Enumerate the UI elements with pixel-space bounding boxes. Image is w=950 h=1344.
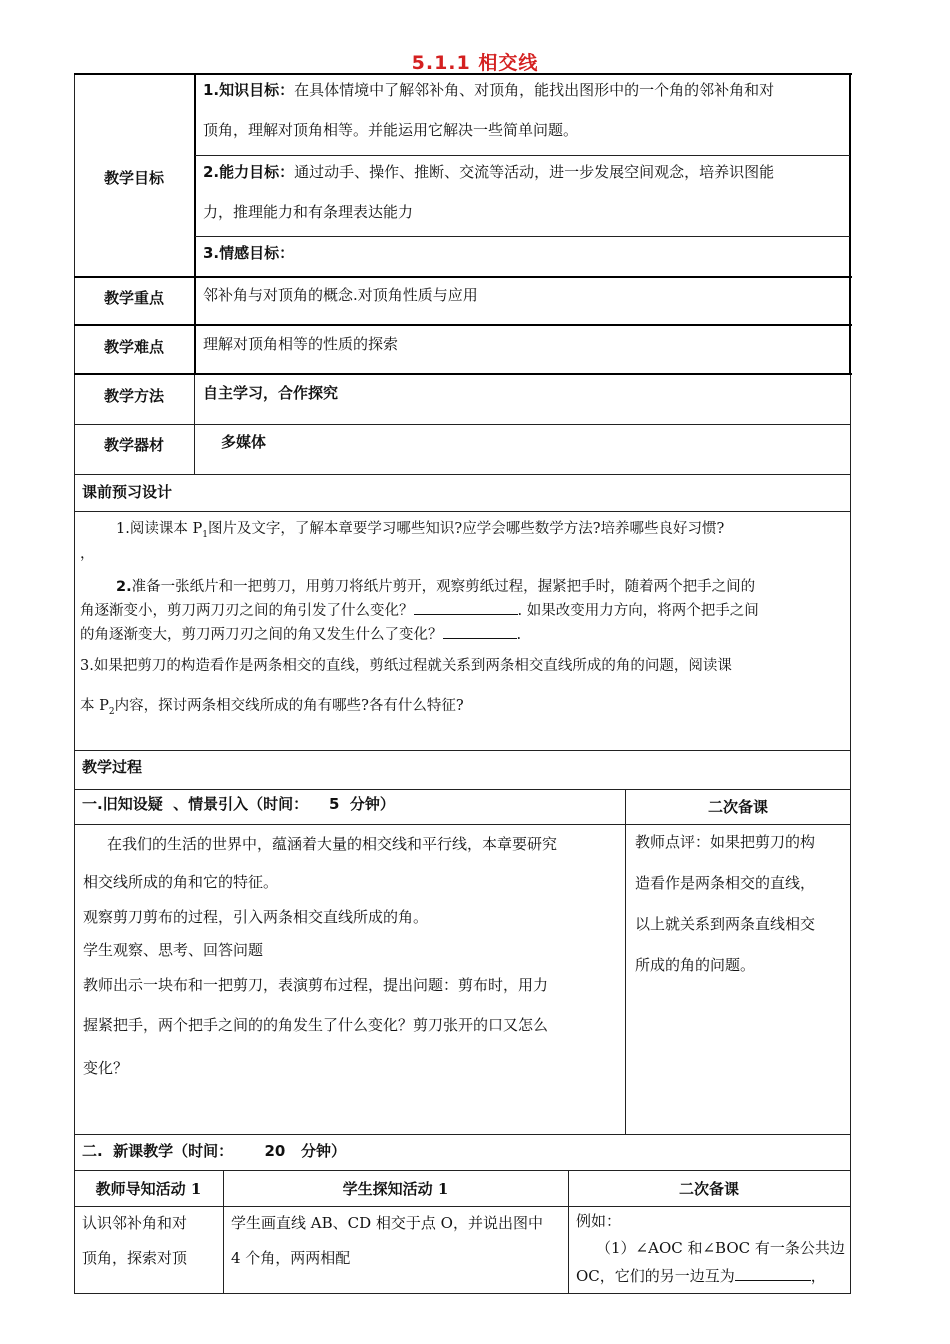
key-points-label: 教学重点 [103,289,164,307]
subscript: 2 [108,706,115,717]
preview-heading: 课前预习设计 [82,483,173,501]
row-divider [74,1206,850,1207]
knowledge-text: 在具体情境中了解邻补角、对顶角，能找出图形中的一个角的邻补角和对 [294,81,775,99]
method-label: 教学方法 [103,387,164,405]
cell-text: 学生画直线 AB、CD 相交于点 O，并说出图中 [231,1214,543,1232]
key-points-text: 邻补角与对顶角的概念.对顶角性质与应用 [203,286,478,304]
section1-side-heading: 二次备课 [707,798,768,816]
row-divider [74,373,852,375]
cell-text: 4 个角，两两相配 [231,1249,351,1267]
difficulties-label: 教学难点 [103,338,164,356]
label-column-divider [194,74,196,375]
preview-content [80,512,846,729]
row-divider [74,424,850,425]
preview-item-2-number: 2. [116,578,132,595]
preview-item-2-text: 角逐渐变小，剪刀两刀刃之间的角引发了什么变化？ [80,602,414,619]
paragraph: 在我们的生活的世界中，蕴涵着大量的相交线和平行线，本章要研究 [107,835,558,853]
section1-heading: 一.旧知设疑 、情景引入（时间： 5 分钟） [82,795,395,813]
col2-heading: 学生探知活动 1 [342,1180,449,1198]
section2-heading: 二. 新课教学（时间： 20 分钟） [82,1142,347,1160]
ability-objective [203,152,848,232]
table-border-left [74,74,75,1294]
note-line: 造看作是两条相交的直线， [635,874,816,892]
knowledge-text: 顶角，理解对顶角相等。并能运用它解决一些简单问题。 [203,121,579,139]
col3-heading: 二次备课 [678,1180,739,1198]
paragraph: 观察剪刀剪布的过程，引入两条相交直线所成的角。 [83,908,429,926]
column-divider [625,789,626,1134]
paragraph: 握紧把手，两个把手之间的的角发生了什么变化？剪刀张开的口又怎么 [83,1016,549,1034]
subscript: 1 [202,529,208,540]
preview-item-1-tail: ， [80,545,95,562]
preview-item-1-text: 图片及文字，了解本章要学习哪些知识?应学会哪些数学方法?培养哪些良好习惯? [207,521,725,537]
section1-notes [635,822,849,986]
paragraph: 教师出示一块布和一把剪刀，表演剪布过程，提出问题：剪布时，用力 [83,976,549,994]
cell-text: 例如： [576,1212,622,1230]
cell-text: ， [810,1267,826,1285]
table-inner-border-right [849,74,851,375]
label-column-divider [194,375,195,475]
row-divider [74,324,852,326]
table-bottom-border [74,1293,850,1294]
equipment-label: 教学器材 [103,436,164,454]
cell-text: 顶角，探索对顶 [82,1249,188,1267]
equipment-text: 多媒体 [221,433,267,451]
method-text: 自主学习，合作探究 [203,384,339,402]
answer-blank[interactable] [414,600,518,615]
preview-item-3: 3.如果把剪刀的构造看作是两条相交的直线，剪纸过程就关系到两条相交直线所成的角的问题，阅读课 [80,657,732,674]
answer-blank[interactable] [735,1266,811,1281]
note-line: 以上就关系到两条直线相交 [635,915,816,933]
preview-item-1: 1.阅读课本 P [116,521,203,537]
preview-item-2-text: . [516,626,522,643]
difficulties-text: 理解对顶角相等的性质的探索 [203,335,399,353]
paragraph: 相交线所成的角和它的特征。 [83,873,279,891]
row-divider [74,750,850,751]
cell-text: OC，它们的另一边互为 [576,1267,735,1285]
section1-body [83,826,623,1088]
emotion-heading: 3.情感目标： [203,244,295,262]
preview-item-2-text: . 如果改变用力方向，将两个把手之间 [517,602,759,619]
col2-content [231,1208,566,1278]
knowledge-heading: 1.知识目标： [203,81,295,99]
cell-text: 认识邻补角和对 [82,1214,188,1232]
page-title: 5.1.1 相交线 [411,52,539,74]
ability-text: 力，推理能力和有条理表达能力 [203,203,414,221]
col1-content [82,1208,220,1278]
process-heading: 教学过程 [82,758,143,776]
ability-text: 通过动手、操作、推断、交流等活动，进一步发展空间观念，培养识图能 [294,163,775,181]
preview-item-2: 准备一张纸片和一把剪刀，用剪刀将纸片剪开，观察剪纸过程，握紧把手时，随着两个把手之间的 [131,578,756,595]
note-line: 所成的角的问题。 [635,956,756,974]
answer-blank[interactable] [443,624,517,639]
paragraph: 学生观察、思考、回答问题 [83,941,264,959]
row-divider [74,474,850,475]
preview-item-3-text: 本 P [80,697,109,714]
col3-content [576,1208,846,1290]
preview-item-2-text: 的角逐渐变大，剪刀两刀刃之间的角又发生什么了变化？ [80,626,443,643]
note-line: 教师点评：如果把剪刀的构 [635,833,816,851]
objectives-label: 教学目标 [103,169,164,187]
col1-heading: 教师导知活动 1 [95,1180,202,1198]
cell-text: （1）∠AOC 和∠BOC 有一条公共边 [596,1239,845,1257]
paragraph: 变化？ [83,1059,129,1077]
ability-heading: 2.能力目标： [203,163,295,181]
knowledge-objective [203,70,848,150]
preview-item-3-text: 内容，探讨两条相交线所成的角有哪些?各有什么特征? [114,697,464,714]
